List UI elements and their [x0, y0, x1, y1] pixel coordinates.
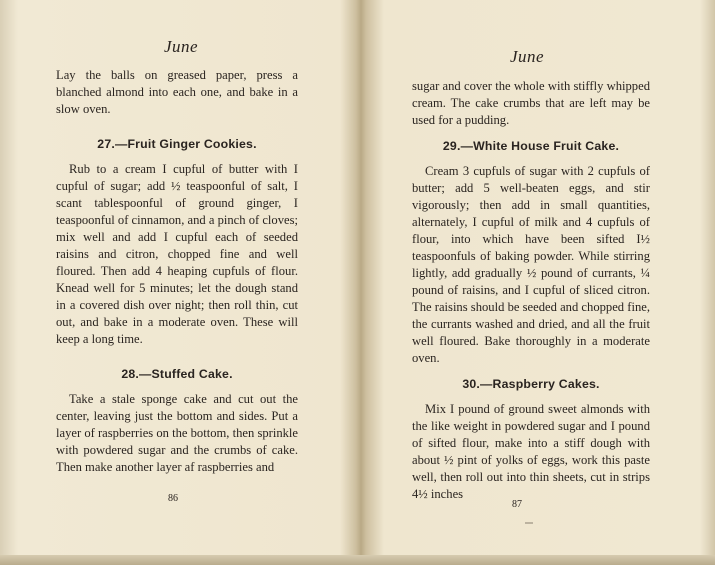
recipe-title: 27.—Fruit Ginger Cookies. — [97, 137, 257, 151]
recipe-text: Mix I pound of ground sweet almonds with the like weight in powdered sugar and I pound of sifted flour, make into a stiff dough with about ½ pint of yolks of eggs, work this paste well, then roll out into thin sheets, cut in strips 4½ inches — [412, 402, 650, 501]
ink-mark — [525, 522, 533, 524]
page-text — [412, 78, 650, 503]
recipe-title: 29.—White House Fruit Cake. — [442, 139, 620, 153]
recipe-title: 30.—Raspberry Cakes. — [462, 377, 600, 391]
recipe-text: Cream 3 cupfuls of sugar with 2 cupfuls of butter; add 5 well-beaten eggs, and stir vigorously; then add in small quantities, alternately, I cupful of milk and 4 cupfuls of flour, into which have been sifted I½ teaspoonfuls of baking powder. While stirring lightly, add gradually ½ pound of currants, ¼ pound of raisins, and I cupful of sliced citron. The raisins should be seeded and chopped fine, the currants washed and dried, and all the fruit well floured. Bake thoroughly in a moderate oven. — [412, 164, 650, 365]
page-number: 86 — [168, 493, 178, 504]
page-text — [56, 67, 298, 476]
recipe-title: 28.—Stuffed Cake. — [121, 367, 233, 381]
page-number: 87 — [512, 499, 522, 510]
intro-paragraph: Lay the balls on greased paper, press a blanched almond into each one, and bake in a slow oven. — [56, 68, 298, 116]
running-header: June — [164, 37, 199, 56]
recipe-text: Rub to a cream I cupful of butter with I cupful of sugar; add ½ teaspoonful of salt, I scant tablespoonful of ground ginger, I teaspoonful of cinnamon, and a pinch of cloves; mix well and add I cupful each of seeded raisins and citron, chopped fine and well floured. Then add 4 heaping cupfuls of flour. Knead well for 5 minutes; let the dough stand in a covered dish over night; then roll thin, cut out, and bake in a moderate oven. These will keep a long time. — [56, 162, 299, 346]
right-page — [362, 0, 715, 565]
intro-paragraph: sugar and cover the whole with stiffly whipped cream. The cake crumbs that are left may be used for a pudding. — [412, 79, 650, 127]
running-header: June — [510, 47, 545, 66]
page-edge — [0, 555, 715, 565]
recipe-text: Take a stale sponge cake and cut out the center, leaving just the bottom and sides. Put a layer of raspberries on the bottom, then sprinkle with powdered sugar and the crumbs of cake. Then make another layer af raspberries and — [56, 392, 299, 474]
